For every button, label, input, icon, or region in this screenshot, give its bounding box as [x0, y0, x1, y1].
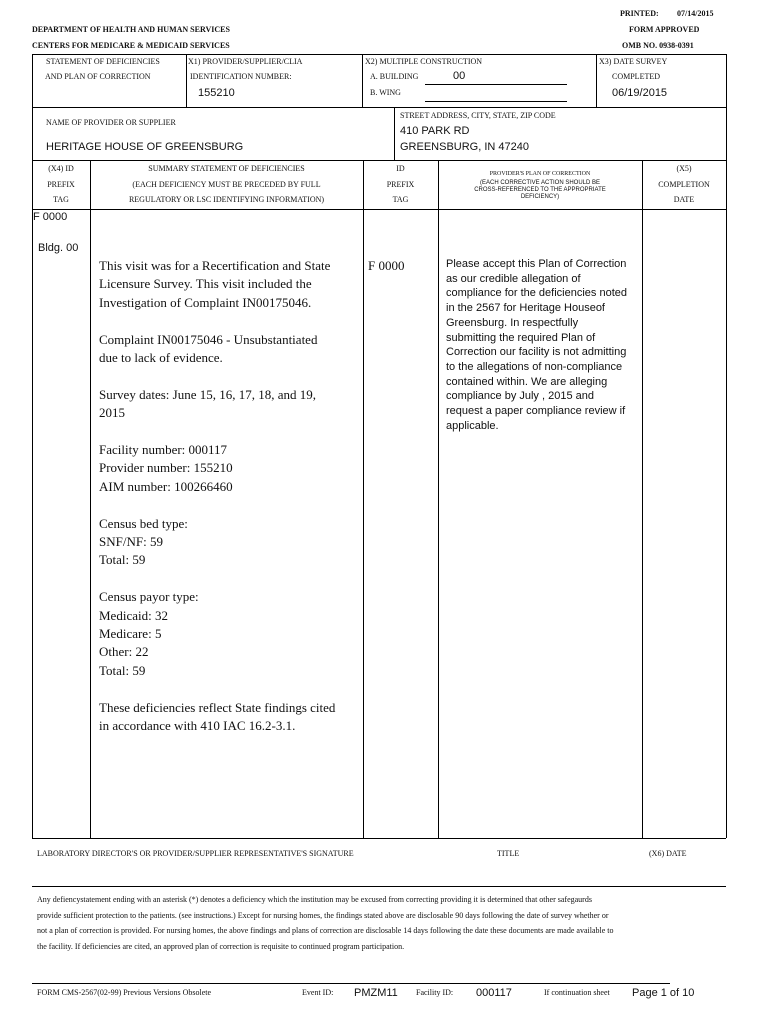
provider-name-label: NAME OF PROVIDER OR SUPPLIER: [46, 118, 176, 127]
facility-id-label: Facility ID:: [416, 988, 454, 997]
form-number: FORM CMS-2567(02-99) Previous Versions Obsolete: [37, 988, 212, 997]
x2-label: X2) MULTIPLE CONSTRUCTION: [365, 57, 483, 66]
x4-header-3: TAG: [53, 195, 69, 204]
plan-header-4: DEFICIENCY): [520, 194, 560, 200]
title-label: TITLE: [497, 849, 520, 858]
id-header-1: ID: [396, 164, 405, 173]
x4-header-1: (X4) ID: [48, 164, 74, 173]
statement-label-1: STATEMENT OF DEFICIENCIES: [46, 57, 160, 66]
department-title: DEPARTMENT OF HEALTH AND HUMAN SERVICES: [32, 25, 230, 34]
facility-id-value: 000117: [476, 987, 512, 999]
building-value: 00: [453, 70, 466, 82]
plan-header-2: (EACH CORRECTIVE ACTION SHOULD BE: [479, 180, 601, 186]
x5-header-1: (X5): [676, 164, 692, 173]
printed-date: 07/14/2015: [677, 9, 714, 18]
summary-paragraph: Facility number: 000117 Provider number: 155210 AIM number: 100266460: [99, 442, 233, 494]
summary-paragraph: Complaint IN00175046 - Unsubstantiated due to lack of evidence.: [99, 331, 318, 366]
provider-id-value: 155210: [198, 87, 235, 99]
plan-header-1: PROVIDER'S PLAN OF CORRECTION: [489, 171, 591, 177]
event-id-value: PMZM11: [354, 987, 398, 999]
omb-number: OMB NO. 0938-0391: [622, 41, 694, 50]
summary-header-3: REGULATORY OR LSC IDENTIFYING INFORMATION): [128, 195, 325, 204]
continuation-label: If continuation sheet: [544, 988, 610, 997]
provider-name-value: HERITAGE HOUSE OF GREENSBURG: [46, 141, 244, 153]
date-label: (X6) DATE: [649, 849, 687, 858]
wing-label: B. WING: [370, 88, 401, 97]
id-header-3: TAG: [392, 195, 409, 204]
address-line-2: GREENSBURG, IN 47240: [400, 141, 529, 153]
x5-header-3: DATE: [673, 195, 695, 204]
printed-label: PRINTED:: [620, 9, 659, 18]
right-tag: F 0000: [368, 258, 405, 273]
page-number: Page 1 of 10: [632, 987, 695, 999]
x1-label: X1) PROVIDER/SUPPLIER/CLIA: [188, 57, 303, 66]
summary-paragraph: These deficiencies reflect State findings cited in accordance with 410 IAC 16.2-3.1.: [99, 699, 336, 734]
survey-date-value: 06/19/2015: [612, 87, 668, 99]
director-signature-label: LABORATORY DIRECTOR'S OR PROVIDER/SUPPLIER REPRESENTATIVE'S SIGNATURE: [37, 849, 354, 858]
x4-header-2: PREFIX: [47, 180, 75, 189]
plan-of-correction-text: Please accept this Plan of Correction as our credible allegation of compliance for the deficiencies noted in the 2567 for Heritage Houseof Greensburg. In respectfully submitting the required Plan of Correction our facility is not admitting to the allegations of non-compliance contained within. We are alleging compliance by July , 2015 and request a paper compliance review if applicable.: [446, 258, 627, 432]
summary-statement: [99, 257, 339, 754]
x5-header-2: COMPLETION: [658, 180, 710, 189]
disclaimer-text: Any defiencystatement ending with an asterisk (*) denotes a deficiency which the institution may be excused from correcting providing it is determined that other safegaurds provide sufficient protection to the patients. (see instructions.) Except for nursing homes, the findings stated above are disclosable 90 days following the date of survey whether or not a plan of correction is provided. For nursing homes, the above findings and plans of correction are disclosable 14 days following the date these documents are made available to the facility. If deficiencies are cited, an approved plan of correction is requisite to continued program participation.: [37, 895, 614, 951]
building-label: A. BUILDING: [370, 72, 419, 81]
summary-header-1: SUMMARY STATEMENT OF DEFICIENCIES: [148, 164, 305, 173]
address-label: STREET ADDRESS, CITY, STATE, ZIP CODE: [400, 111, 556, 120]
centers-title: CENTERS FOR MEDICARE & MEDICAID SERVICES: [32, 41, 230, 50]
building-number: Bldg. 00: [38, 242, 79, 254]
x3-label-2: COMPLETED: [612, 72, 660, 81]
address-line-1: 410 PARK RD: [400, 125, 470, 137]
plan-header-3: CROSS-REFERENCED TO THE APPROPRIATE: [474, 187, 606, 193]
form-approved: FORM APPROVED: [629, 25, 700, 34]
event-id-label: Event ID:: [302, 988, 334, 997]
id-header-2: PREFIX: [386, 180, 415, 189]
summary-paragraph: Survey dates: June 15, 16, 17, 18, and 19, 2015: [99, 386, 317, 421]
statement-label-2: AND PLAN OF CORRECTION: [45, 72, 151, 81]
x1-label-2: IDENTIFICATION NUMBER:: [190, 72, 292, 81]
left-tag: F 0000: [33, 211, 68, 223]
summary-header-2: (EACH DEFICIENCY MUST BE PRECEDED BY FULL: [132, 180, 321, 189]
summary-paragraph: Census bed type: SNF/NF: 59 Total: 59: [99, 515, 188, 568]
summary-paragraph: Census payor type: Medicaid: 32 Medicare: 5 Other: 22 Total: 59: [99, 589, 199, 678]
x3-label: X3) DATE SURVEY: [599, 57, 668, 66]
summary-paragraph: This visit was for a Recertification and State Licensure Survey. This visit included the Investigation of Complaint IN00175046.: [99, 258, 331, 310]
